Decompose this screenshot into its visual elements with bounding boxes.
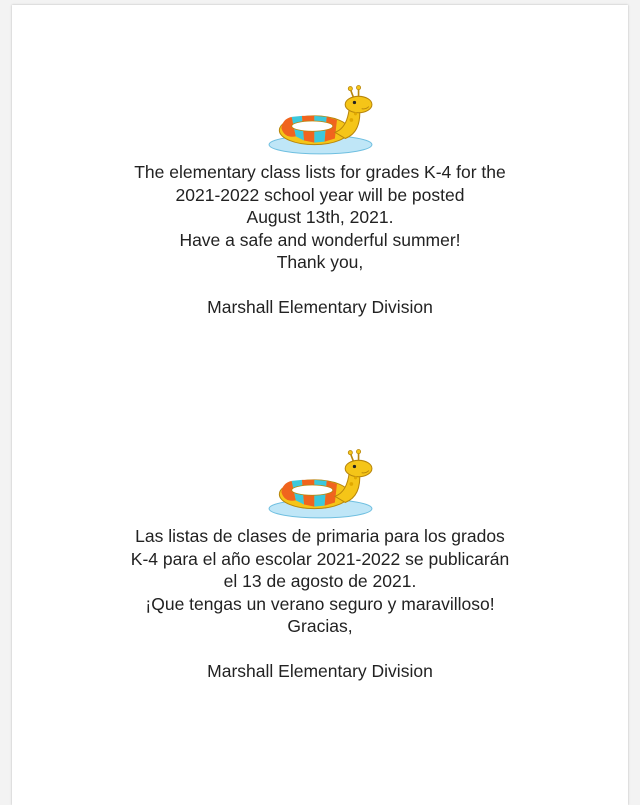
english-signature: Marshall Elementary Division	[207, 296, 433, 317]
spanish-line: ¡Que tengas un verano seguro y maravilloso!	[145, 593, 495, 614]
spanish-line: K-4 para el año escolar 2021-2022 se publicarán	[130, 548, 510, 569]
spanish-signature: Marshall Elementary Division	[207, 660, 433, 681]
giraffe-pool-float-icon	[263, 85, 378, 157]
spanish-line: Las listas de clases de primaria para los grados	[135, 526, 505, 546]
giraffe-pool-float-icon	[263, 449, 378, 521]
english-line: 2021-2022 school year will be posted	[175, 184, 465, 205]
english-line: Have a safe and wonderful summer!	[179, 229, 461, 250]
english-message	[12, 161, 628, 274]
flyer-page	[12, 5, 628, 805]
spanish-notice	[12, 449, 628, 682]
spanish-message	[12, 525, 628, 638]
english-line: The elementary class lists for grades K-4 for the	[134, 162, 506, 182]
english-notice	[12, 85, 628, 318]
english-line: August 13th, 2021.	[246, 207, 394, 227]
spanish-line: el 13 de agosto de 2021.	[223, 571, 417, 591]
spanish-line: Gracias,	[287, 616, 353, 636]
english-line: Thank you,	[276, 252, 364, 272]
